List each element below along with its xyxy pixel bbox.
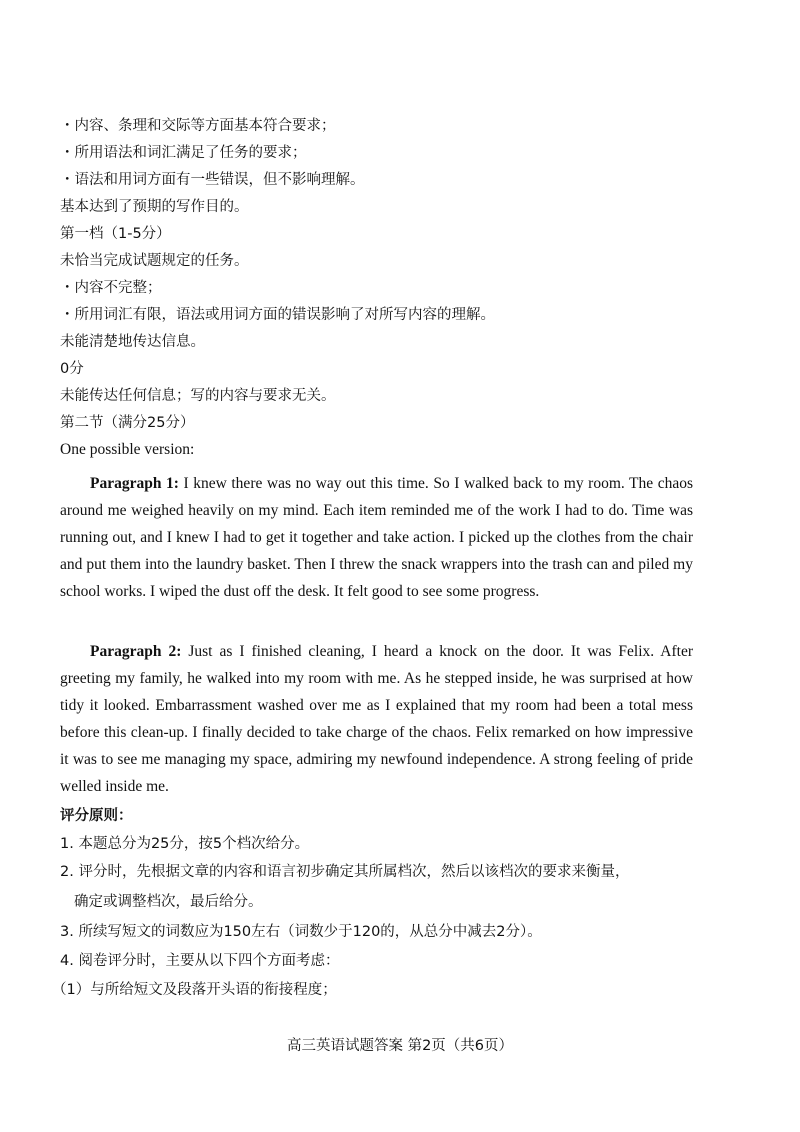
sample-paragraph-2	[60, 638, 693, 800]
paragraph-1-text: I knew there was no way out this time. So I walked back to my room. The chaos around me weighed heavily on my mind. Each item reminded me of the work I had to do. Time was running out, and I knew I had to get it together and take action. I picked up the clothes from the chair and put them into the laundry basket. Then I threw the snack wrappers into the trash can and piled my school works. I wiped the dust off the desk. It felt good to see some progress.	[60, 475, 693, 600]
scoring-rule-4-item-1: （1）与所给短文及段落开头语的衔接程度；	[52, 982, 337, 998]
tier-one-heading: 第一档（1-5分）	[60, 226, 171, 242]
paragraph-2-text: Just as I finished cleaning, I heard a knock on the door. It was Felix. After greeting my family, he walked into my room with me. As he stepped inside, he was surprised at how tidy it looked. Embarrassment washed over me as I explained that my room had been a total mess before this clean-up. I finally decided to take charge of the chaos. Felix remarked on how impressive it was to see me managing my space, admiring my newfound independence. A strong feeling of pride welled inside me.	[60, 643, 693, 795]
paragraph-2-lead: Paragraph 2:	[90, 643, 182, 660]
criteria-line-goal: 基本达到了预期的写作目的。	[60, 199, 249, 215]
tier-one-vocabulary: ・所用词汇有限，语法或用词方面的错误影响了对所写内容的理解。	[60, 307, 495, 323]
scoring-rule-3: 3. 所续写短文的词数应为150左右（词数少于120的，从总分中减去2分）。	[60, 924, 542, 940]
scoring-rule-2-continued: 确定或调整档次，最后给分。	[74, 894, 263, 910]
scoring-rule-4: 4. 阅卷评分时，主要从以下四个方面考虑：	[60, 953, 340, 969]
scoring-rule-2: 2. 评分时，先根据文章的内容和语言初步确定其所属档次，然后以该档次的要求来衡量，	[60, 864, 630, 880]
tier-one-task: 未恰当完成试题规定的任务。	[60, 253, 249, 269]
tier-one-incomplete: ・内容不完整；	[60, 280, 162, 296]
section-two-heading: 第二节（满分25分）	[60, 415, 195, 431]
tier-one-unclear: 未能清楚地传达信息。	[60, 334, 205, 350]
criteria-line-grammar: ・所用语法和词汇满足了任务的要求；	[60, 145, 307, 161]
sample-paragraph-1	[60, 470, 693, 605]
criteria-line-content: ・内容、条理和交际等方面基本符合要求；	[60, 118, 336, 134]
possible-version-label: One possible version:	[60, 441, 195, 458]
scoring-rules-heading: 评分原则：	[60, 808, 133, 824]
scoring-rule-1: 1. 本题总分为25分，按5个档次给分。	[60, 836, 310, 852]
page-footer: 高三英语试题答案 第2页（共6页）	[286, 1038, 514, 1054]
tier-zero-description: 未能传达任何信息；写的内容与要求无关。	[60, 388, 336, 404]
paragraph-1-lead: Paragraph 1:	[90, 475, 179, 492]
tier-zero-heading: 0分	[60, 361, 84, 377]
criteria-line-errors: ・语法和用词方面有一些错误，但不影响理解。	[60, 172, 365, 188]
